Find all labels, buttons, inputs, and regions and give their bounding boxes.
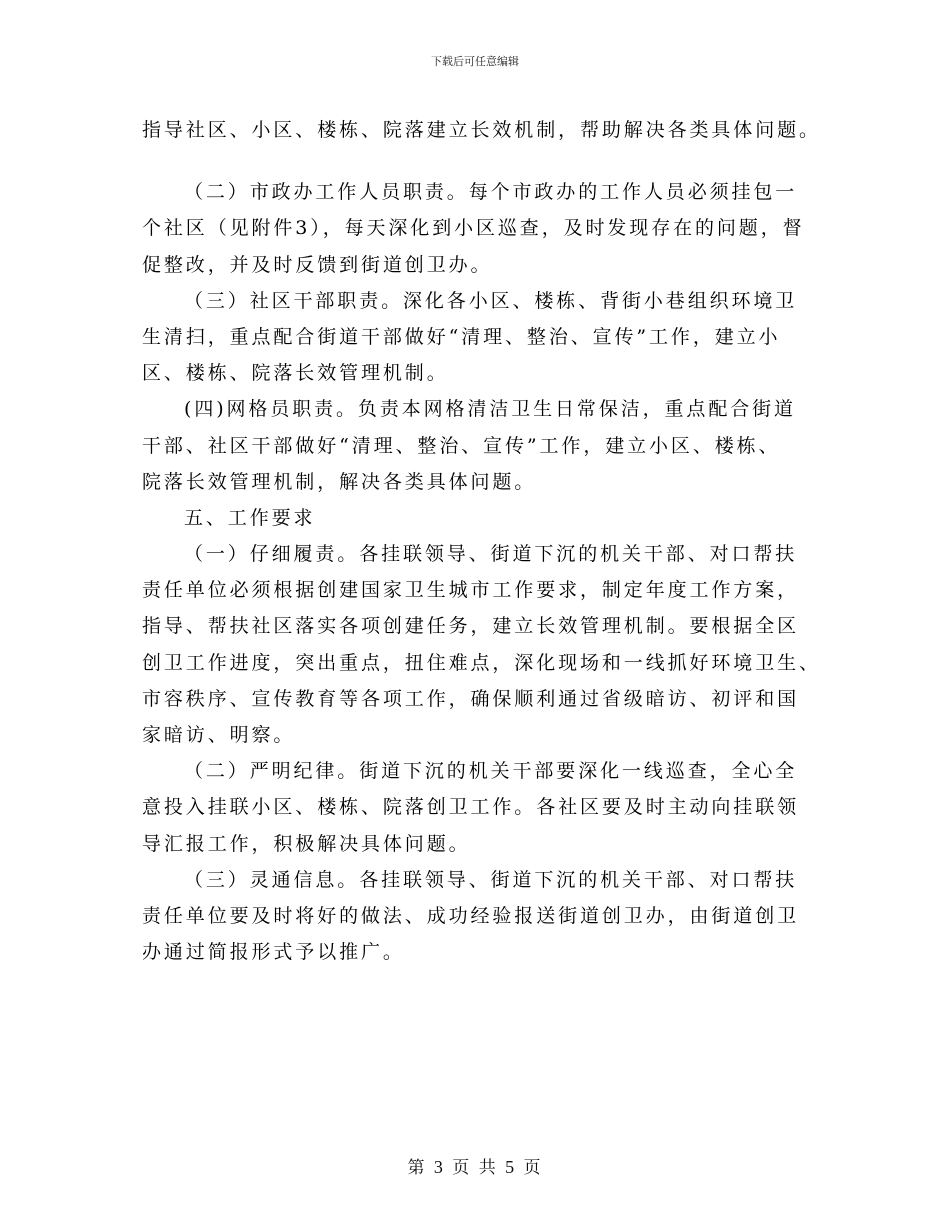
text-line: 办通过简报形式予以推广。 — [142, 941, 405, 964]
text-line: （三）社区干部职责。深化各小区、楼栋、背街小巷组织环境卫 — [184, 289, 798, 312]
text-line: 创卫工作进度，突出重点，扭住难点，深化现场和一线抓好环境卫生、 — [142, 651, 821, 674]
text-line: 指导、帮扶社区落实各项创建任务，建立长效管理机制。要根据全区 — [142, 615, 800, 638]
total-page-number: 5 — [505, 1157, 517, 1177]
text-line: 市容秩序、宣传教育等各项工作，确保顺利通过省级暗访、初评和国 — [142, 687, 800, 710]
text-line: （一）仔细履责。各挂联领导、街道下沉的机关干部、对口帮扶 — [184, 543, 798, 566]
footer-prefix: 第 — [407, 1158, 427, 1178]
section-heading: 五、工作要求 — [184, 506, 316, 529]
text-line: 区、楼栋、院落长效管理机制。 — [142, 362, 449, 385]
text-line: 导汇报工作，积极解决具体问题。 — [142, 832, 471, 855]
document-body — [142, 112, 821, 970]
text-line: 责任单位必须根据创建国家卫生城市工作要求，制定年度工作方案， — [142, 579, 800, 602]
text-line: 生清扫，重点配合街道干部做好“清理、整治、宣传”工作，建立小 — [142, 325, 781, 348]
text-line: 意投入挂联小区、楼栋、院落创卫工作。各社区要及时主动向挂联领 — [142, 796, 800, 819]
text-line: （二）严明纪律。街道下沉的机关干部要深化一线巡查，全心全 — [184, 760, 798, 783]
paragraph-spacer — [142, 148, 810, 174]
page-header: 下载后可任意编辑 — [431, 55, 519, 68]
text-line: 家暗访、明察。 — [142, 724, 296, 746]
text-line: 个社区（见附件3），每天深化到小区巡查，及时发现存在的问题，督 — [142, 217, 805, 240]
text-line: （三）灵通信息。各挂联领导、街道下沉的机关干部、对口帮扶 — [184, 868, 798, 891]
footer-suffix: 页 — [523, 1158, 543, 1178]
text-line: 指导社区、小区、楼栋、院落建立长效机制，帮助解决各类具体问题。 — [142, 119, 821, 141]
text-line: 干部、社区干部做好“清理、整治、宣传”工作，建立小区、楼栋、 — [142, 434, 781, 457]
text-line: 促整改，并及时反馈到街道创卫办。 — [142, 253, 493, 276]
text-line: (四)网格员职责。负责本网格清洁卫生日常保洁，重点配合街道 — [184, 398, 796, 421]
text-line: 责任单位要及时将好的做法、成功经验报送街道创卫办，由街道创卫 — [142, 904, 800, 927]
current-page-number: 3 — [433, 1157, 445, 1177]
text-line: 院落长效管理机制，解决各类具体问题。 — [142, 470, 537, 493]
text-line: （二）市政办工作人员职责。每个市政办的工作人员必须挂包一 — [184, 181, 798, 204]
footer-middle: 页 共 — [452, 1158, 498, 1178]
page-number-footer — [0, 1153, 950, 1178]
